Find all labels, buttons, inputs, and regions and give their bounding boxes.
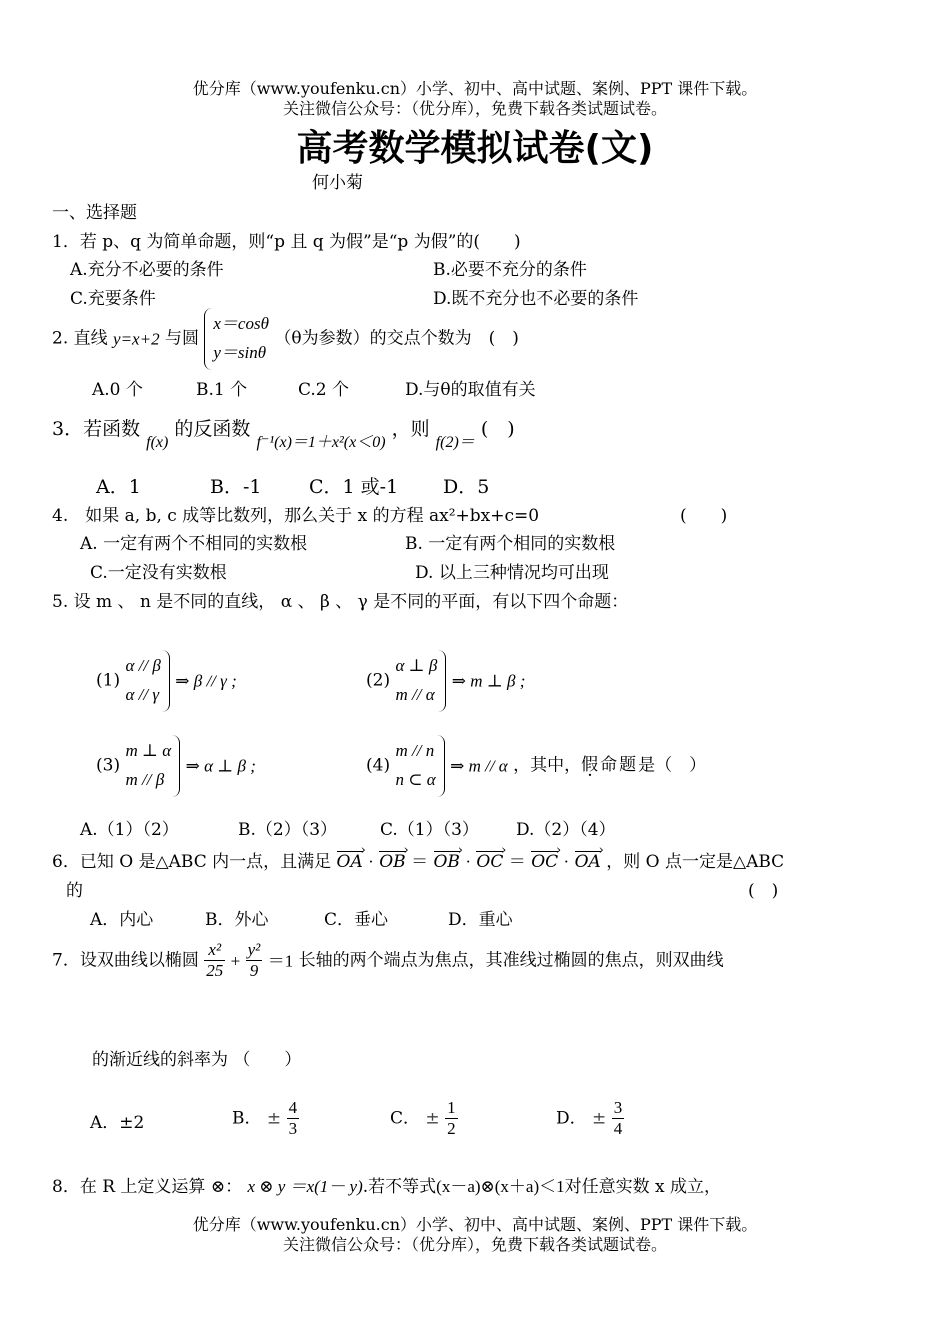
q4-option-a: A. 一定有两个不相同的实数根	[80, 534, 308, 554]
q5-prop-1-concl: ⇒ β // γ ;	[175, 671, 237, 691]
q7-post: 长轴的两个端点为焦点，其准线过椭圆的焦点，则双曲线	[298, 950, 724, 971]
q6-option-d: D．重心	[448, 910, 513, 930]
q5-prop-4	[366, 735, 706, 797]
q7-frac-1-den: 25	[206, 961, 224, 981]
q2-stem	[52, 308, 519, 370]
q3-fx: f(x)	[146, 434, 169, 451]
q7-frac-2-den: 9	[249, 961, 259, 981]
q1-stem: 1．若 p、q 为简单命题，则“p 且 q 为假”是“p 为假”的( )	[52, 232, 521, 252]
q7-fraction-1	[204, 940, 225, 982]
q2-option-a: A.0 个	[92, 380, 143, 400]
q1-option-c: C.充要条件	[70, 289, 156, 309]
q2-option-c: C.2 个	[298, 380, 350, 400]
q7-option-b-num: 4	[287, 1098, 300, 1119]
q5-prop-1	[96, 650, 237, 712]
q6-vector-1: OA ›	[337, 852, 363, 872]
q7-pre: 7．设双曲线以椭圆	[52, 950, 199, 971]
q2-sys-row-2: y＝sinθ	[213, 342, 267, 362]
q5-prop-3-row-2: m // β	[125, 769, 165, 789]
q6-vector-5: OC ›	[531, 852, 558, 872]
q5-tail-pre: ，其中，	[513, 755, 582, 776]
q3-paren: ( )	[480, 418, 515, 440]
q7-option-b-den: 3	[288, 1119, 298, 1139]
q6-vector-2: OB ›	[379, 852, 405, 872]
q6-stem: 6．已知 O 是△ABC 内一点，且满足 OA › · OB › ＝ OB › · OC › ＝ OC › · OA › ，则 O 点一定是△ABC	[52, 847, 784, 872]
q6-vector-3: OB ›	[434, 852, 460, 872]
q1-option-a: A.充分不必要的条件	[70, 260, 224, 280]
q4-stem: 4. 如果 a, b, c 成等比数列，那么关于 x 的方程 ax²+bx+c=0	[52, 506, 540, 526]
header-line-2: 关注微信公众号：（优分库），免费下载各类试题试卷。	[282, 99, 667, 118]
q6-pre: 6．已知 O 是△ABC 内一点，且满足	[52, 852, 332, 872]
q7-option-d-label: D．	[556, 1108, 587, 1129]
q5-tail-post: 是（ ）	[638, 755, 707, 776]
q5-prop-2-cond	[396, 650, 447, 712]
q7-option-d-fraction	[612, 1098, 625, 1140]
q7-option-c-label: C．	[390, 1108, 421, 1129]
q7-option-b-label: B．	[232, 1108, 262, 1129]
q1-option-d: D.既不充分也不必要的条件	[433, 289, 639, 309]
q5-prop-3	[96, 735, 256, 797]
q7-option-c-num: 1	[445, 1098, 458, 1119]
q6-option-a: A．内心	[90, 910, 154, 930]
q3-f2: f(2)＝	[435, 434, 475, 451]
header-line-1: 优分库（www.youfenku.cn）小学、初中、高中试题、案例、PPT 课件下载。	[192, 79, 758, 98]
q6-vector-6: OA ›	[575, 852, 601, 872]
q2-pre: 2. 直线	[52, 328, 108, 349]
q5-prop-3-label: (3)	[96, 755, 121, 776]
q4-option-d: D. 以上三种情况均可出现	[415, 563, 609, 583]
q2-mid: 与圆	[164, 328, 199, 349]
q7-fraction-2	[246, 940, 263, 982]
q6-option-c: C．垂心	[324, 910, 389, 930]
q5-prop-4-concl: ⇒ m // α	[450, 756, 508, 776]
q6-vector-4: OC ›	[476, 852, 503, 872]
q3-pre: 3．若函数	[52, 418, 141, 440]
q5-stem: 5. 设 m 、 n 是不同的直线， α 、 β 、 γ 是不同的平面，有以下四个命题：	[52, 592, 629, 612]
q5-option-b: B.（2）（3）	[238, 820, 338, 840]
q7-option-c-fraction	[445, 1098, 458, 1140]
q5-option-d: D.（2）（4）	[516, 820, 616, 840]
q7-frac-1-num: x²	[204, 940, 225, 961]
q1-option-b: B.必要不充分的条件	[433, 260, 587, 280]
q7-frac-2-num: y²	[246, 940, 263, 961]
section-heading: 一、选择题	[52, 203, 137, 223]
q3-option-a: A．1	[96, 476, 141, 498]
q2-option-d: D.与θ的取值有关	[405, 380, 536, 400]
q5-prop-2	[366, 650, 525, 712]
q5-prop-2-row-2: m // α	[395, 684, 435, 704]
q5-prop-2-row-1: α ⊥ β	[395, 656, 438, 675]
q3-mid: 的反函数	[174, 418, 251, 440]
q7-option-d-num: 3	[612, 1098, 625, 1119]
q3-stem	[52, 414, 515, 451]
q6-option-b: B．外心	[205, 910, 269, 930]
q2-option-b: B.1 个	[196, 380, 248, 400]
q5-prop-2-concl: ⇒ m ⊥ β ;	[451, 671, 526, 691]
footer-line-1: 优分库（www.youfenku.cn）小学、初中、高中试题、案例、PPT 课件下载。	[192, 1215, 758, 1234]
footer-line-2: 关注微信公众号：（优分库），免费下载各类试题试卷。	[282, 1235, 667, 1254]
q7-option-a: A．±2	[90, 1113, 145, 1133]
q6-paren: ( )	[748, 881, 779, 901]
q2-line-equation: y=x+2	[113, 329, 160, 349]
q5-prop-1-row-2: α // γ	[125, 684, 160, 704]
q7-option-c-den: 2	[447, 1119, 456, 1139]
q3-option-c: C．1 或-1	[309, 476, 399, 498]
author: 何小菊	[312, 173, 363, 193]
q5-prop-4-row-2: n ⊂ α	[395, 769, 436, 789]
q8-inequality: (x－a)⊗(x＋a)＜1	[436, 1177, 565, 1196]
q4-option-c: C.一定没有实数根	[90, 563, 227, 583]
q5-option-a: A.（1）（2）	[80, 820, 179, 840]
q7-option-d: D． ± $\frac{3}{4}$	[556, 1098, 623, 1139]
q7-stem: 7．设双曲线以椭圆 $\frac{\text{x²}}{25}$ + $\frac{\text{y²}}{9}$ ＝1 长轴的两个端点为焦点，其准线过椭圆的焦点，则双曲线	[52, 940, 724, 981]
q7-option-b-fraction	[287, 1098, 300, 1140]
q5-emphasis-text: 假命题	[581, 755, 639, 776]
q3-inverse: f⁻¹(x)＝1＋x²(x＜0)	[256, 434, 386, 451]
page-title: 高考数学模拟试卷(文)	[296, 128, 654, 169]
q5-prop-3-cond	[126, 735, 181, 797]
q7-option-d-den: 4	[613, 1119, 623, 1139]
q8-pre: 8．在 R 上定义运算	[52, 1177, 206, 1197]
q2-param-system	[204, 308, 269, 370]
q5-option-c: C.（1）（3）	[380, 820, 479, 840]
q6-line-2: 的	[66, 881, 83, 901]
q5-prop-1-cond	[126, 650, 170, 712]
q8-op-def: x ⊗ y ＝x(1－ y)	[247, 1177, 363, 1196]
q8-mid: .若不等式	[362, 1177, 437, 1197]
q8-stem: 8．在 R 上定义运算 ⊗： x ⊗ y ＝x(1－ y).若不等式(x－a)⊗(x＋a)＜1对任意实数 x 成立，	[52, 1177, 722, 1197]
q4-paren: ( )	[680, 506, 728, 526]
q8-post: 对任意实数 x 成立，	[564, 1177, 722, 1197]
q5-prop-4-cond	[396, 735, 445, 797]
q5-prop-2-label: (2)	[366, 670, 391, 691]
q5-prop-3-concl: ⇒ α ⊥ β ;	[185, 756, 256, 776]
q7-option-c: C． ± $\frac{1}{2}$	[390, 1098, 456, 1139]
q7-line-2: 的渐近线的斜率为 （ ）	[92, 1050, 302, 1070]
q4-option-b: B. 一定有两个相同的实数根	[405, 534, 616, 554]
q5-prop-4-row-1: m // n	[395, 741, 435, 760]
q3-option-b: B．-1	[210, 476, 262, 498]
q3-then: ，则	[391, 418, 430, 440]
q7-option-b: B． ± $\frac{4}{3}$	[232, 1098, 298, 1139]
q5-prop-4-label: (4)	[366, 755, 391, 776]
q5-prop-1-row-1: α // β	[125, 656, 161, 675]
q3-option-d: D．5	[443, 476, 490, 498]
q5-prop-3-row-1: m ⊥ α	[125, 741, 172, 760]
q5-tail-emphasis	[581, 755, 638, 775]
q5-prop-1-label: (1)	[96, 670, 121, 691]
q2-post: （θ为参数）的交点个数为 ( )	[274, 328, 519, 349]
q6-post: ，则 O 点一定是△ABC	[606, 852, 785, 872]
q2-sys-row-1: x＝cosθ	[213, 314, 269, 333]
